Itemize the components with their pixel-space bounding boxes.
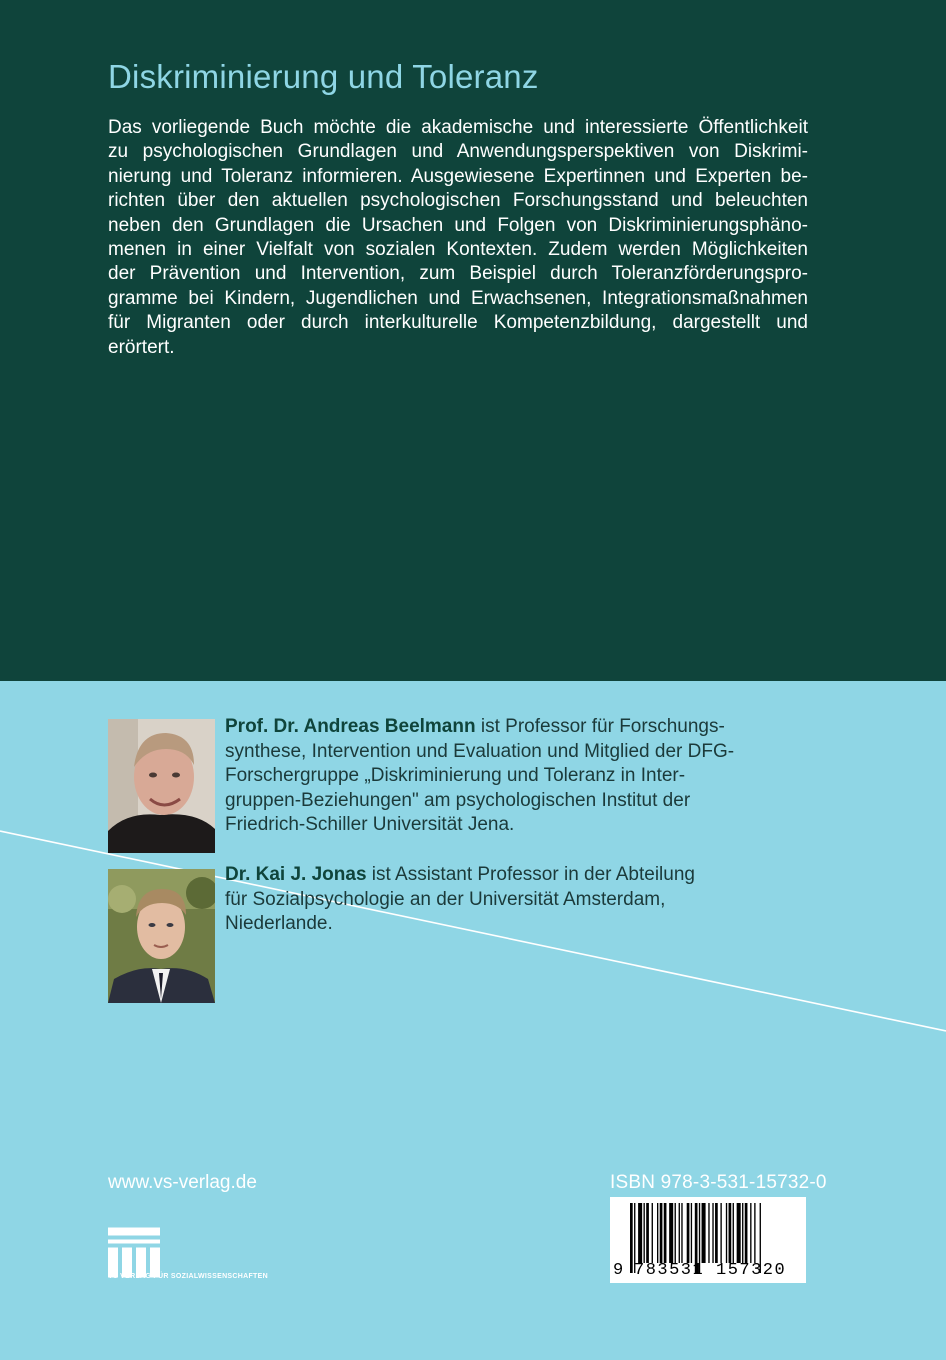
barcode-bar [646, 1203, 649, 1263]
barcode-bar [712, 1203, 713, 1263]
author-name: Dr. Kai J. Jonas [225, 864, 367, 885]
description-line: zu psychologischen Grundlagen und Anwendungsperspektiven von Diskrimi- [108, 141, 808, 163]
barcode-bar [681, 1203, 682, 1263]
author-bio-jonas [225, 863, 745, 937]
barcode-bar [679, 1203, 680, 1263]
bio-line: Friedrich-Schiller Universität Jena. [225, 814, 515, 835]
barcode-bar [664, 1203, 667, 1263]
author-bio-beelmann [225, 715, 745, 838]
description-line: Das vorliegende Buch möchte die akademische und interessierte Öffentlichkeit [108, 117, 808, 138]
barcode-digit-lead: 9 [613, 1261, 624, 1280]
bio-text: ist Professor für Forschungs- [475, 716, 725, 737]
barcode-bar [691, 1203, 692, 1263]
description-line: gramme bei Kindern, Jugendlichen und Erwachsenen, Integrationsmaßnahmen [108, 287, 808, 309]
author-name: Prof. Dr. Andreas Beelmann [225, 716, 476, 737]
barcode-digits-left: 783531 [634, 1261, 705, 1280]
author-photo-jonas [108, 869, 215, 1003]
barcode-bar [644, 1203, 645, 1263]
author-photo-beelmann [108, 719, 215, 853]
description-line: neben den Grundlagen die Ursachen und Folgen von Diskriminierungsphäno- [108, 214, 808, 236]
barcode-bar [702, 1203, 706, 1263]
barcode-bar [729, 1203, 732, 1263]
barcode-bar [726, 1203, 727, 1263]
barcode-bar [745, 1203, 748, 1263]
barcode-digits-right: 157320 [716, 1261, 787, 1280]
barcode-bar [657, 1203, 658, 1263]
description-line: richten über den aktuellen psychologischen Forschungsstand und beleuchten [108, 190, 808, 212]
bio-text: ist Assistant Professor in der Abteilung [366, 864, 695, 885]
barcode [610, 1197, 806, 1283]
book-title: Diskriminierung und Toleranz [108, 58, 539, 95]
publisher-website: www.vs-verlag.de [108, 1172, 257, 1193]
barcode-bar [720, 1203, 721, 1263]
description-line: menen in einer Vielfalt von sozialen Kontexten. Zudem werden Möglichkeiten [108, 239, 808, 261]
publisher-logo-text: VS VERLAG FÜR SOZIALWISSENSCHAFTEN [108, 1273, 268, 1280]
barcode-bar [750, 1203, 751, 1263]
barcode-bar [652, 1203, 653, 1263]
bio-line: gruppen-Beziehungen" am psychologischen Institut der [225, 789, 691, 811]
barcode-bar [715, 1203, 718, 1263]
barcode-bar [638, 1203, 642, 1263]
description-line: erörtert. [108, 336, 175, 358]
barcode-bar [742, 1203, 743, 1263]
description-line: nierung und Toleranz informieren. Ausgewiesene Expertinnen und Experten be- [108, 165, 808, 187]
description-line: der Prävention und Intervention, zum Beispiel durch Toleranzförderungspro- [108, 263, 808, 285]
barcode-bar [708, 1203, 709, 1263]
barcode-bar [660, 1203, 663, 1263]
bio-line: Forschergruppe „Diskriminierung und Toleranz in Inter- [225, 765, 686, 786]
barcode-bar [630, 1203, 633, 1273]
description-line: für Migranten oder durch interkulturelle Kompetenzbildung, dargestellt und [108, 312, 808, 334]
bio-line: für Sozialpsychologie an der Universität Amsterdam, [225, 888, 666, 910]
barcode-bar [669, 1203, 673, 1263]
bio-line: Niederlande. [225, 913, 333, 934]
barcode-bar [733, 1203, 734, 1263]
bio-line: synthese, Intervention und Evaluation und Mitglied der DFG- [225, 740, 735, 762]
barcode-bar [687, 1203, 690, 1263]
barcode-bar [675, 1203, 676, 1263]
barcode-bar [754, 1203, 755, 1263]
book-description [108, 116, 808, 360]
barcode-bar [737, 1203, 741, 1263]
isbn-label: ISBN 978-3-531-15732-0 [610, 1172, 827, 1193]
